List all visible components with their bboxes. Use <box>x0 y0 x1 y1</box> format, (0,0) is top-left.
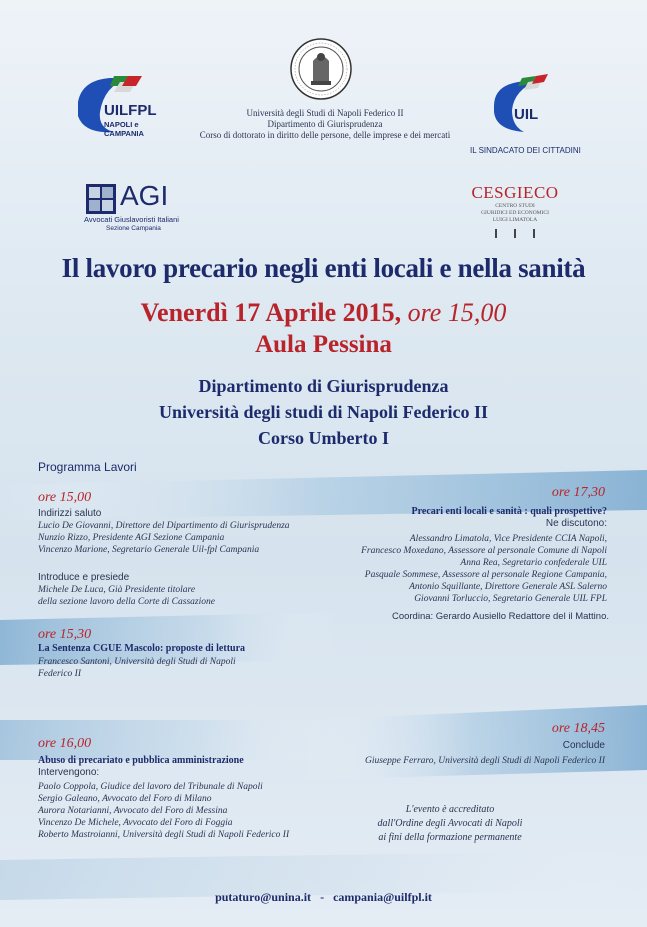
uil-logo <box>484 72 554 142</box>
uil-name: UIL <box>514 106 539 123</box>
right-s1-time: ore 17,30 <box>551 485 605 500</box>
contact-separator: - <box>320 890 325 904</box>
contact-email-2[interactable]: campania@uilfpl.it <box>333 890 432 904</box>
left-intro-item: Michele De Luca, Già Presidente titolare <box>38 585 196 595</box>
left-intro-item: della sezione lavoro della Corte di Cassazione <box>38 597 215 607</box>
contacts <box>0 890 647 905</box>
uil-tagline: IL SINDACATO DEI CITTADINI <box>470 146 581 155</box>
left-s2-item: Federico II <box>38 669 81 679</box>
uilfpl-name: UILFPL <box>104 102 157 119</box>
right-s2-item: Giuseppe Ferraro, Università degli Studi di Napoli Federico II <box>364 756 605 766</box>
left-intro-heading: Introduce e presiede <box>38 572 130 583</box>
university-line-2: Dipartimento di Giurisprudenza <box>267 119 383 129</box>
left-s1-item: Vincenzo Marione, Segretario Generale Uil-fpl Campania <box>38 545 260 555</box>
agi-sub-2: Sezione Campania <box>106 225 161 232</box>
venue-line-1: Dipartimento di Giurisprudenza <box>198 376 449 396</box>
left-s1-time: ore 15,00 <box>38 490 92 505</box>
right-s1-item: Alessandro Limatola, Vice Presidente CCIA Napoli, <box>409 534 607 544</box>
left-s3-sub: Intervengono: <box>38 767 100 778</box>
accreditation-line: dall'Ordine degli Avvocati di Napoli <box>377 818 523 829</box>
contact-email-1[interactable]: putaturo@unina.it <box>215 890 312 904</box>
left-s3-time: ore 16,00 <box>38 736 92 751</box>
event-room: Aula Pessina <box>255 331 392 358</box>
left-s3-list <box>38 781 289 841</box>
event-title: Il lavoro precario negli enti locali e nella sanità <box>61 253 586 283</box>
right-s2-time: ore 18,45 <box>551 721 605 736</box>
right-s1-item: Giovanni Torluccio, Segretario Generale UIL FPL <box>414 594 607 604</box>
left-s3-item: Paolo Coppola, Giudice del lavoro del Tribunale di Napoli <box>38 782 263 792</box>
accreditation-line: L'evento è accreditato <box>405 804 495 815</box>
programma-heading: Programma Lavori <box>38 460 137 474</box>
right-s1-sub: Ne discutono: <box>545 518 607 529</box>
uilfpl-sub: NAPOLI e CAMPANIA <box>104 120 144 138</box>
right-s2-heading: Conclude <box>562 740 605 751</box>
agi-sub-1: Avvocati Giuslavoristi Italiani <box>84 215 179 224</box>
left-s1-heading: Indirizzi saluto <box>38 508 102 519</box>
left-s3-item: Sergio Galeano, Avvocato del Foro di Milano <box>38 794 212 804</box>
cesgieco-sub-3: LUIGI LIMATOLA <box>492 217 538 223</box>
left-s2-time: ore 15,30 <box>38 627 92 642</box>
left-s3-item: Aurora Notarianni, Avvocato del Foro di Messina <box>38 806 228 816</box>
right-s1-item: Francesco Moxedano, Assessore al personale Comune di Napoli <box>361 546 607 556</box>
venue-line-2: Università degli studi di Napoli Federico II <box>158 402 488 422</box>
left-s2-item: Francesco Santoni, Università degli Studi di Napoli <box>38 657 236 667</box>
accreditation <box>300 803 600 845</box>
cesgieco-columns-icon <box>460 227 570 239</box>
left-s1-item: Nunzio Rizzo, Presidente AGI Sezione Campania <box>38 533 225 543</box>
university-line-3: Corso di dottorato in diritto delle persone, delle imprese e dei mercati <box>199 130 451 140</box>
event-time: ore 15,00 <box>407 298 507 327</box>
university-block <box>160 108 490 141</box>
cesgieco-sub-1: CENTRO STUDI <box>495 203 535 209</box>
right-s1-list <box>361 533 607 605</box>
left-intro-list <box>38 584 215 608</box>
left-s2-list <box>38 656 236 680</box>
right-s1-item: Pasquale Sommese, Assessore al personale Regione Campania, <box>364 570 607 580</box>
right-s1-heading: Precari enti locali e sanità : quali prospettive? <box>411 506 607 517</box>
right-coordinator: Coordina: Gerardo Ausiello Redattore del il Mattino. <box>391 611 609 622</box>
event-date-text: Venerdì 17 Aprile 2015, <box>140 298 402 327</box>
left-s1-item: Lucio De Giovanni, Direttore del Dipartimento di Giurisprudenza <box>38 521 290 531</box>
agi-emblem-icon <box>86 184 116 214</box>
left-s2-heading: La Sentenza CGUE Mascolo: proposte di lettura <box>38 643 246 654</box>
right-s1-item: Anna Rea, Segretario confederale UIL <box>460 558 607 568</box>
cesgieco-name: CESGIECO <box>471 183 559 202</box>
cesgieco-logo <box>460 183 570 243</box>
university-seal-icon <box>289 37 353 101</box>
agi-name: AGI <box>120 180 169 211</box>
event-date <box>0 298 647 328</box>
cesgieco-sub-2: GIURIDICI ED ECONOMICI <box>481 210 549 216</box>
right-s1-item: Antonio Squillante, Direttore Generale ASL Salerno <box>409 582 607 592</box>
left-s3-item: Vincenzo De Michele, Avvocato del Foro di Foggia <box>38 818 233 828</box>
left-s3-item: Roberto Mastroianni, Università degli Studi di Napoli Federico II <box>38 830 290 840</box>
venue-line-3: Corso Umberto I <box>258 428 389 448</box>
university-line-1: Università degli Studi di Napoli Federico II <box>246 108 404 118</box>
left-s1-list <box>38 520 290 556</box>
accreditation-line: ai fini della formazione permanente <box>378 832 522 843</box>
left-s3-heading: Abuso di precariato e pubblica amministrazione <box>38 755 244 766</box>
